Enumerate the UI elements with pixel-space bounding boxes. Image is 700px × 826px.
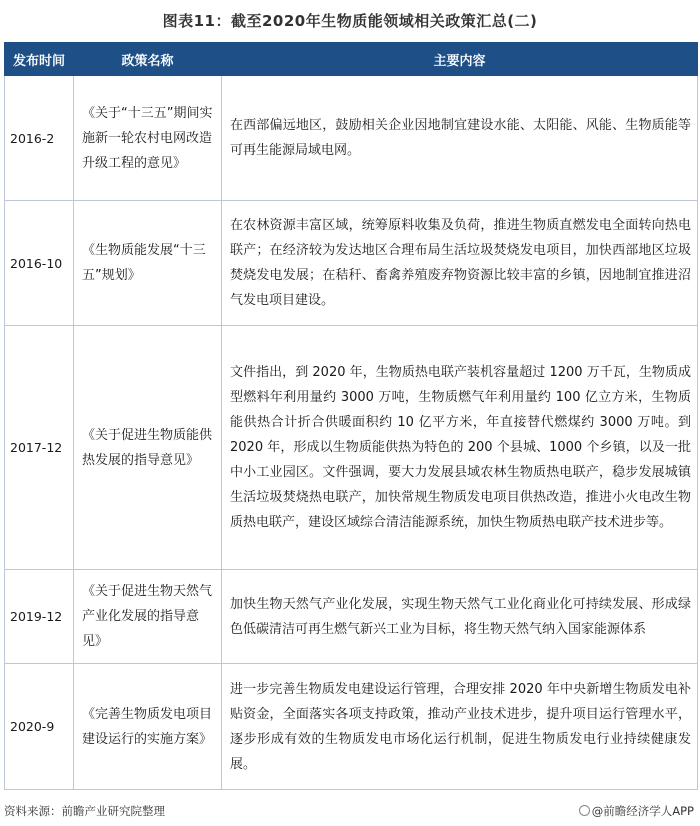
header-date: 发布时间 bbox=[5, 43, 74, 76]
row-policy-name: 《关于“十三五”期间实施新一轮农村电网改造升级工程的意见》 bbox=[74, 76, 222, 201]
table-row bbox=[5, 664, 698, 790]
row-content: 在西部偏远地区，鼓励相关企业因地制宜建设水能、太阳能、风能、生物质能等可再生能源局域电网。 bbox=[222, 76, 698, 201]
row-content: 在农林资源丰富区域，统筹原料收集及负荷，推进生物质直燃发电全面转向热电联产；在经济较为发达地区合理布局生活垃圾焚烧发电项目，加快西部地区垃圾焚烧发电发展；在秸秆、畜禽养殖废弃物资源比较丰富的乡镇，因地制宜推进沼气发电项目建设。 bbox=[222, 201, 698, 326]
row-date: 2020-9 bbox=[5, 664, 74, 790]
table-header-row bbox=[5, 43, 698, 76]
row-policy-name: 《关于促进生物天然气产业化发展的指导意见》 bbox=[74, 570, 222, 664]
policy-table bbox=[4, 42, 698, 790]
brand-credit bbox=[579, 803, 694, 819]
footer bbox=[4, 803, 696, 819]
brand-label: @前瞻经济学人APP bbox=[591, 804, 694, 818]
row-policy-name: 《完善生物质发电项目建设运行的实施方案》 bbox=[74, 664, 222, 790]
table-row bbox=[5, 570, 698, 664]
row-date: 2017-12 bbox=[5, 326, 74, 570]
row-policy-name: 《生物质能发展“十三五”规划》 bbox=[74, 201, 222, 326]
brand-logo-icon bbox=[579, 805, 590, 816]
figure-title: 图表11：截至2020年生物质能领域相关政策汇总(二) bbox=[162, 12, 538, 30]
header-policy-name: 政策名称 bbox=[74, 43, 222, 76]
row-content: 加快生物天然气产业化发展，实现生物天然气工业化商业化可持续发展、形成绿色低碳清洁可再生燃气新兴工业为目标，将生物天然气纳入国家能源体系 bbox=[222, 570, 698, 664]
row-policy-name: 《关于促进生物质能供热发展的指导意见》 bbox=[74, 326, 222, 570]
table-row bbox=[5, 76, 698, 201]
source-note: 资料来源：前瞻产业研究院整理 bbox=[4, 804, 165, 818]
table-row bbox=[5, 326, 698, 570]
row-content: 进一步完善生物质发电建设运行管理，合理安排 2020 年中央新增生物质发电补贴资金，全面落实各项支持政策，推动产业技术进步，提升项目运行管理水平，逐步形成有效的生物质发电市场化运行机制，促进生物质发电行业持续健康发展。 bbox=[222, 664, 698, 790]
row-content: 文件指出，到 2020 年，生物质热电联产装机容量超过 1200 万千瓦，生物质成型燃料年利用量约 3000 万吨，生物质燃气年利用量约 100 亿立方米，生物质能供热合计折合供暖面积约 10 亿平方米，年直接替代燃煤约 3000 万吨。到 2020 年，形成以生物质能供热为特色的 200 个县城、1000 个乡镇，以及一批中小工业园区。文件强调，要大力发展县域农林生物质热电联产，稳步发展城镇生活垃圾焚烧热电联产，加快常规生物质发电项目供热改造，推进小火电改生物质热电联产，建设区域综合清洁能源系统，加快生物质热电联产技术进步等。 bbox=[222, 326, 698, 570]
header-content: 主要内容 bbox=[222, 43, 698, 76]
row-date: 2016-2 bbox=[5, 76, 74, 201]
row-date: 2019-12 bbox=[5, 570, 74, 664]
table-row bbox=[5, 201, 698, 326]
row-date: 2016-10 bbox=[5, 201, 74, 326]
